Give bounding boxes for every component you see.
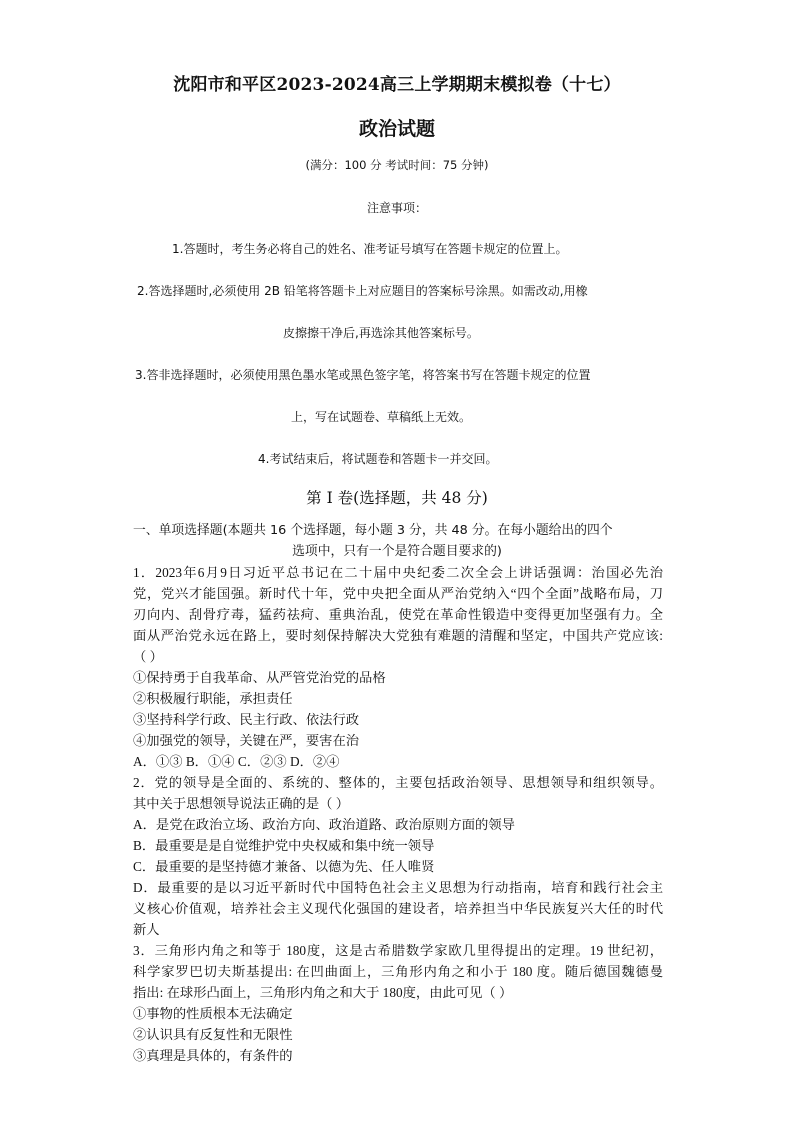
notice-item-3: 3.答非选择题时，必须使用黑色墨水笔或黑色签字笔，将答案书写在答题卡规定的位置 (135, 368, 591, 382)
q2-option-d-cont: 新人 (133, 922, 160, 937)
q3-line: 科学家罗巴切夫斯基提出: 在凹曲面上，三角形内角之和小于 180 度。随后德国魏德曼 (133, 964, 663, 979)
q1-line: 党，党兴才能国强。新时代十年，党中央把全面从严治党纳入“四个全面”战略布局，刀 (133, 586, 663, 601)
q2-option-a: A．是党在政治立场、政治方向、政治道路、政治原则方面的领导 (133, 817, 515, 832)
q2-line: 其中关于思想领导说法正确的是（ ） (133, 796, 350, 811)
q3-line: 3．三角形内角之和等于 180度，这是古希腊数学家欧几里得提出的定理。19 世纪初， (133, 943, 663, 958)
q3-option: ②认识具有反复性和无限性 (133, 1027, 293, 1042)
q1-option: ④加强党的领导，关键在严，要害在治 (133, 733, 360, 748)
q2-option-c: C．最重要的是坚持德才兼备、以德为先、任人唯贤 (133, 859, 435, 874)
q3-line: 指出: 在球形凸面上，三角形内角之和大于 180度，由此可见（ ） (133, 985, 513, 1000)
exam-title: 沈阳市和平区2023-2024高三上学期期末模拟卷（十七） (173, 75, 621, 95)
section-instruction-cont: 选项中，只有一个是符合题目要求的) (292, 544, 502, 559)
notice-item-1: 1.答题时，考生务必将自己的姓名、准考证号填写在答题卡规定的位置上。 (172, 242, 568, 256)
notice-item-2: 2.答选择题时,必须使用 2B 铅笔将答题卡上对应题目的答案标号涂黑。如需改动,用橡 (137, 284, 588, 298)
q1-choices: A．①③ B．①④ C．②③ D．②④ (133, 754, 340, 769)
q1-line: 1．2023年6月9日习近平总书记在二十届中央纪委二次全会上讲话强调：治国必先治 (133, 565, 663, 580)
q1-option: ③坚持科学行政、民主行政、依法行政 (133, 712, 360, 727)
section-instruction: 一、单项选择题(本题共 16 个选择题，每小题 3 分，共 48 分。在每小题给出的四个 (133, 523, 613, 538)
q2-option-d: D．最重要的是以习近平新时代中国特色社会主义思想为行动指南，培育和践行社会主 (133, 880, 663, 895)
q1-line: 面从严治党永远在路上，要时刻保持解决大党独有难题的清醒和坚定，中国共产党应该: (133, 628, 663, 643)
q1-answer-blank: （ ） (133, 649, 163, 664)
q2-line: 2．党的领导是全面的、系统的、整体的，主要包括政治领导、思想领导和组织领导。 (133, 775, 663, 790)
section-title: 第 I 卷(选择题，共 48 分) (306, 489, 488, 507)
q2-option-b: B．最重要是是自觉维护党中央权威和集中统一领导 (133, 838, 435, 853)
q1-option: ①保持勇于自我革命、从严管党治党的品格 (133, 670, 386, 685)
notice-heading: 注意事项： (366, 201, 427, 215)
q1-line: 刃向内、刮骨疗毒，猛药祛疴、重典治乱，使党在革命性锻造中变得更加坚强有力。全 (133, 607, 663, 622)
q3-option: ③真理是具体的，有条件的 (133, 1048, 293, 1063)
notice-item-2-cont: 皮擦擦干净后,再选涂其他答案标号。 (283, 326, 479, 340)
subject-title: 政治试题 (358, 118, 435, 140)
q3-option: ①事物的性质根本无法确定 (133, 1006, 293, 1021)
exam-meta: (满分：100 分 考试时间：75 分钟) (305, 158, 489, 172)
q1-option: ②积极履行职能，承担责任 (133, 691, 293, 706)
notice-item-3-cont: 上，写在试题卷、草稿纸上无效。 (291, 410, 472, 424)
q2-option-d-cont: 义核心价值观，培养社会主义现代化强国的建设者，培养担当中华民族复兴大任的时代 (133, 901, 663, 916)
notice-item-4: 4.考试结束后，将试题卷和答题卡一并交回。 (258, 452, 498, 466)
